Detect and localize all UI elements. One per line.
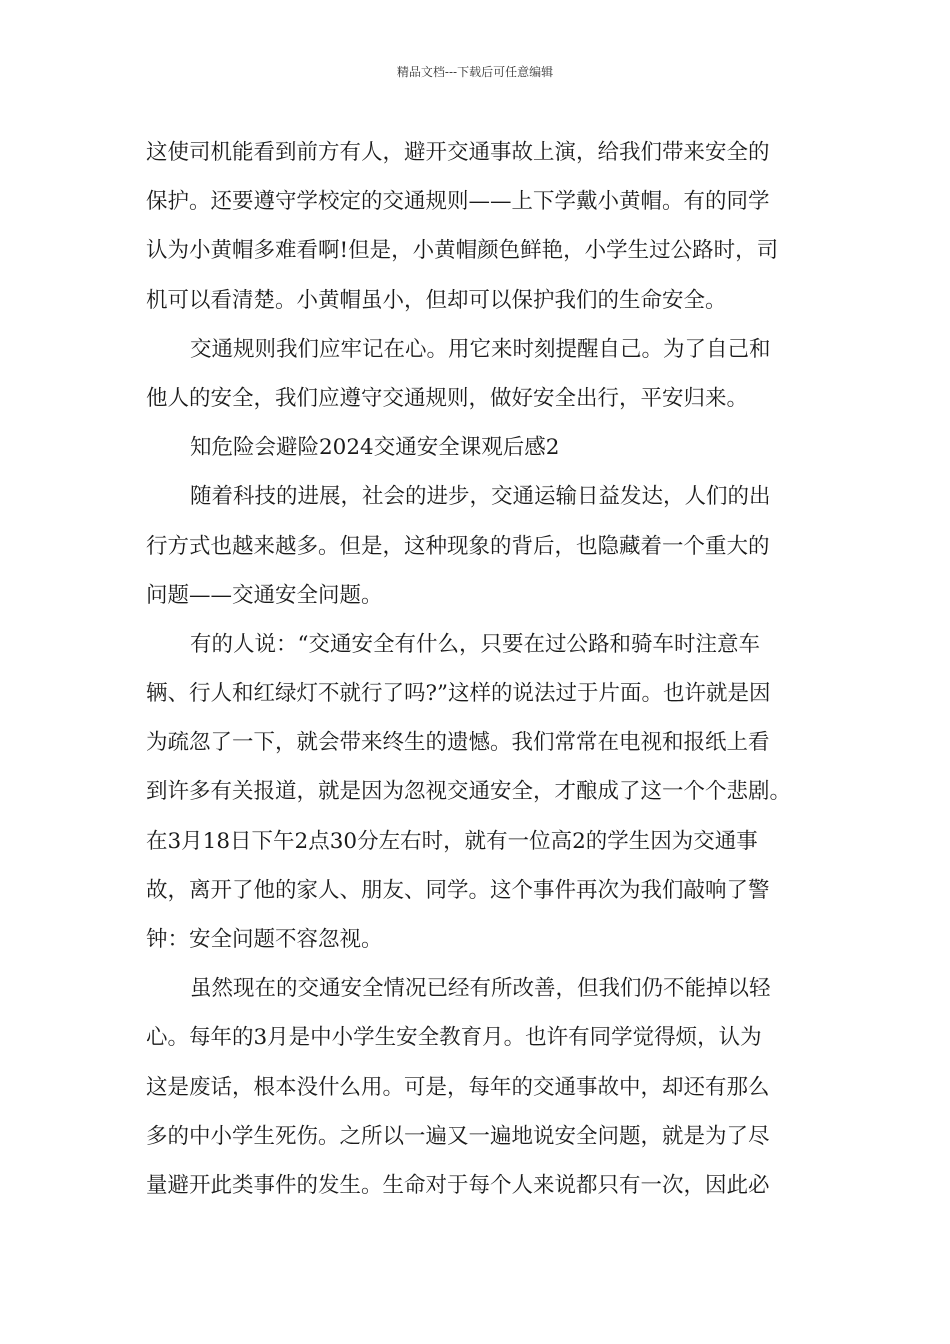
text-line: 行方式也越来越多。但是，这种现象的背后，也隐藏着一个重大的: [146, 533, 770, 559]
text-line: 钟：安全问题不容忽视。: [146, 927, 383, 952]
text-line: 故，离开了他的家人、朋友、同学。这个事件再次为我们敲响了警: [146, 877, 770, 903]
text-line: 知危险会避险2024交通安全课观后感2: [190, 435, 560, 461]
text-line: 多的中小学生死伤。之所以一遍又一遍地说安全问题，就是为了尽: [146, 1123, 770, 1149]
text-line: 问题——交通安全问题。: [146, 582, 383, 608]
text-line: 虽然现在的交通安全情况已经有所改善，但我们仍不能掉以轻: [190, 976, 771, 1002]
text-line: 这是废话，根本没什么用。可是，每年的交通事故中，却还有那么: [146, 1074, 770, 1100]
text-line: 认为小黄帽多难看啊!但是，小黄帽颜色鲜艳，小学生过公路时，司: [146, 238, 779, 264]
text-line: 为疏忽了一下，就会带来终生的遗憾。我们常常在电视和报纸上看: [146, 730, 770, 756]
text-line: 保护。还要遵守学校定的交通规则——上下学戴小黄帽。有的同学: [146, 189, 770, 215]
text-line: 到许多有关报道，就是因为忽视交通安全，才酿成了这一个个悲剧。: [146, 779, 792, 805]
document-body: [146, 128, 810, 1210]
text-line: 这使司机能看到前方有人，避开交通事故上演，给我们带来安全的: [146, 140, 770, 165]
text-line: 随着科技的进展，社会的进步，交通运输日益发达，人们的出: [190, 484, 771, 510]
text-line: 在3月18日下午2点30分左右时，就有一位高2的学生因为交通事: [146, 828, 758, 854]
text-line: 有的人说：“交通安全有什么，只要在过公路和骑车时注意车: [190, 631, 760, 657]
text-line: 他人的安全，我们应遵守交通规则，做好安全出行，平安归来。: [146, 385, 749, 411]
text-line: 交通规则我们应牢记在心。用它来时刻提醒自己。为了自己和: [190, 336, 771, 362]
text-line: 心。每年的3月是中小学生安全教育月。也许有同学觉得烦，认为: [146, 1025, 762, 1051]
text-line: 量避开此类事件的发生。生命对于每个人来说都只有一次，因此必: [146, 1172, 770, 1198]
page-header: 精品文档---下载后可任意编辑: [396, 65, 554, 79]
text-line: 辆、行人和红绿灯不就行了吗?”这样的说法过于片面。也许就是因: [146, 681, 771, 707]
text-line: 机可以看清楚。小黄帽虽小，但却可以保护我们的生命安全。: [146, 287, 727, 313]
